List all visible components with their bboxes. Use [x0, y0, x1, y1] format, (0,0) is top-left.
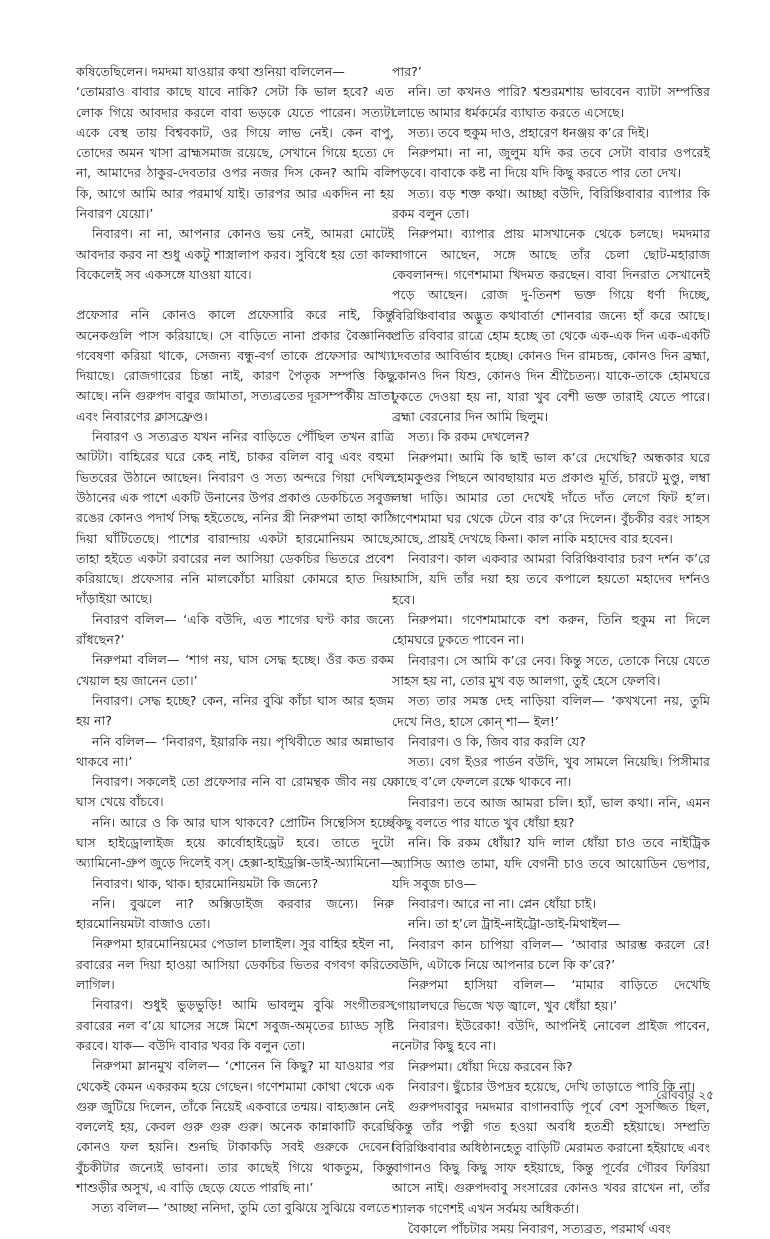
paragraph: সত্য বলিল— ‘আচ্ছা ননিদা, তুমি তো বুঝিয়ে সুঝিয়ে বলতে: [92, 1200, 391, 1216]
paragraph: সত্য। কি রকম দেখলেন?: [408, 429, 530, 445]
paragraph: নিবারণ। তবে আজ আমরা চলি। হ্যাঁ, ভাল কথা। ননি, এমন কিছু বলতে পার যাতে খুব ধোঁয়া হয়?: [392, 794, 710, 830]
paragraph: নিবারণ। ইউরেকা! বউদি, আপনিই নোবেল প্রাইজ পাবেন, ননেটার কিছু হবে না।: [392, 1017, 710, 1054]
paragraph: নিবারণ ও সত্যব্রত যখন ননির বাড়িতে পৌঁছিল তখন রাত্রি আটটা। বাহিরের ঘরে কেহ নাই, চাকর বলিল বাবু এবং বহুমা ভিতরের উঠানে আছেন। নিবারণ ও সত্য অন্দরে গিয়া দেখিল উঠানের এক পাশে একটি উনানের উপর প্রকাণ্ড ডেকচিতে সবুজ রঙের কোনও পদার্থ সিদ্ধ হইতেছে, ননির স্ত্রী নিরুপমা তাহা কাঠি দিয়া ঘাঁটিতেছে। পাশের বারান্দায় একটা হারমোনিয়ম আছে, তাহা হইতে একটা রবারের নল আসিয়া ডেকচির ভিতরে প্রবেশ করিয়াছে। প্রফেসার ননি মালকোঁচা মারিয়া কোমরে হাত দিয়া দাঁড়াইয়া আছে।: [76, 429, 394, 607]
page-number-label: রোববার ২৫: [656, 1088, 714, 1102]
paragraph: নিরুপমা হারমোনিয়মের পেডাল চালাইল। সুর বাহির হইল না, রবারের নল দিয়া হাওয়া আসিয়া ডেকচির ভিতর বগবগ করিতে লাগিল।: [76, 936, 394, 993]
paragraph: নিবারণ। সেদ্ধ হচ্ছে? কেন, ননির বুঝি কাঁচা ঘাস আর হজম হয় না?: [76, 692, 394, 729]
paragraph: নিরুপমা ম্লানমুখ বলিল— ‘শোনেন নি কিছু? মা যাওয়ার পর থেকেই কেমন একরকম হয়ে গেছেন। গণেশমামা কোথা থেকে এক গুরু জুটিয়ে দিলেন, তাঁকে নিয়েই একবারে তন্ময়। বাহ্যজ্ঞান নেই বললেই হয়, কেবল গুরু গুরু গুরু। অনেক কান্নাকাটি করেছি কোনও ফল হয়নি। শুনছি টাকাকড়ি সবই গুরুকে দেবেন। বুঁচকীটার জন্যেই ভাবনা। তার কাছেই গিয়ে থাকতুম, কিন্তু শাশুড়ীর অসুখ, এ বাড়ি ছেড়ে যেতে পারছি না।’: [76, 1058, 394, 1196]
paragraph: নিবারণ। আরে না না। প্লেন ধোঁয়া চাই।: [408, 896, 596, 912]
paragraph: পার?’: [392, 64, 422, 79]
paragraph: ননি। কি রকম ধোঁয়া? যদি লাল ধোঁয়া চাও তবে নাইট্রিক অ্যাসিড অ্যাণ্ড তামা, যদি বেগনী চাও তবে আয়োডিন ভেপার, যদি সবুজ চাও—: [392, 835, 710, 891]
paragraph: নিবারণ। সকলেই তো প্রফেসার ননি বা রোমন্থক জীব নয় যে ঘাস খেয়ে বাঁচবে।: [76, 774, 394, 810]
paragraph: ননি। বুঝলে না? অক্সিডাইজ করবার জন্যে। নিরু হারমোনিয়মটা বাজাও তো।: [76, 895, 394, 932]
paragraph: নিবারণ। সে আমি ক’রে নেব। কিন্তু সতে, তোকে নিয়ে যেতে সাহস হয় না, তোর মুখ বড় আলগা, তুই হেসে ফেলবি।: [392, 652, 710, 688]
paragraph: নিরুপমা হাসিয়া বলিল— ‘মামার বাড়িতে দেখেছি গোয়ালঘরে ভিজে খড় জ্বালে, খুব ধোঁয়া হয়।’: [392, 977, 710, 1013]
paragraph: গুরুপদবাবুর দমদমার বাগানবাড়ি পূর্বে বেশ সুসজ্জিত ছিল, কিন্তু তাঁর পত্নী গত হওয়া অবধি হতশ্রী হইয়াছে। সম্প্রতি বিরিঞ্চিবাবার অধিষ্ঠানহেতু বাড়িটি মেরামত করানো হইয়াছে এবং বাগানও কিছু কিছু সাফ হইয়াছে, কিন্তু পূর্বের গৌরব ফিরিয়া আসে নাই। গুরুপদবাবু সংসারের কোনও খবর রাখেন না, তাঁর শ্যালক গণেশই এখন সর্বময় অধিকর্তা।: [392, 1099, 710, 1216]
paragraph: নিরুপমা। না না, জুলুম যদি কর তবে সেটা বাবার ওপরেই পড়বে। বাবাকে কষ্ট না দিয়ে যদি কিছু করতে পার তো দেখ।: [392, 145, 710, 181]
paragraph: সত্য। তবে হুকুম দাও, প্রহারেণ ধনঞ্জয় ক’রে দিই।: [408, 124, 649, 140]
paragraph: নিরুপমা। আমি কি ছাই ভাল ক’রে দেখেছি? অন্ধকার ঘরে হোমকুণ্ডর পিছনে আবছায়ার মত প্রকাণ্ড মূর্তি, চারটে মুণ্ডু, লম্বা লম্বা দাড়ি। আমার তো দেখেই দাঁতে দাঁত লেগে ফিট হ’ল। গণেশমামা ঘর থেকে টেনে বার ক’রে দিলেন। বুঁচকীর বরং সাহস আছে, প্রায়ই দেখছে কিনা। কাল নাকি মহাদেব বার হবেন।: [392, 449, 710, 546]
paragraph: ননি। আরে ও কি আর ঘাস থাকবে? প্রোটিন সিন্থেসিস হচ্ছে ঘাস হাইড্রোলাইজ হয়ে কার্বোহাইড্রেট হবে। তাতে দুটো অ্যামিনো-গ্রুপ জুড়ে দিলেই বস্। হেক্সা-হাইড্রক্সি-ডাই-অ্যামিনো—: [76, 814, 394, 871]
left-column: [76, 62, 394, 1219]
right-column: [392, 62, 710, 1239]
paragraph: নিবারণ। থাক, থাক। হারমোনিয়মটা কি জন্যে?: [92, 875, 319, 891]
paragraph: নিরুপমা। ব্যাপার প্রায় মাসখানেক থেকে চলছে। দমদমার বাগানে আছেন, সঙ্গে আছে তাঁর চেলা ছোট-মহারাজ কেবলানন্দ। গণেশমামা খিদমত করছেন। বাবা দিনরাত সেখানেই পড়ে আছেন। রোজ দু-তিনশ ভক্ত গিয়ে ধর্ণা দিচ্ছে, বিরিঞ্চিবাবার অদ্ভুত কথাবার্তা শোনবার জন্যে হাঁ করে আছে। প্রতি রবিবার রাত্রে হোম হচ্ছে তা থেকে এক-এক দিন এক-একটি দেবতার আবির্ভাব হচ্ছে। কোনও দিন রামচন্দ্র, কোনও দিন ব্রহ্মা, কোনও দিন যিশু, কোনও দিন শ্রীচৈতন্য। যাকে-তাকে হোমঘরে ঢুকতে দেওয়া হয় না, যারা খুব বেশী ভক্ত তারাই যেতে পারে। ব্রহ্মা বেরনোর দিন আমি ছিলুম।: [392, 226, 710, 425]
paragraph: ননি। তা কখনও পারি? শ্বশুরমশায় ভাববেন ব্যাটা সম্পত্তির লোভে আমার ধর্মকর্মের ব্যাঘাত করতে এসেছে।: [392, 84, 710, 120]
paragraph: নিবারণ বলিল— ‘একি বউদি, এত শাগের ঘণ্ট কার জন্যে রাঁধছেন?’: [76, 611, 394, 648]
section-break: [76, 285, 394, 305]
paragraph: বৈকালে পাঁচটার সময় নিবারণ, সত্যব্রত, পরমার্থ এবং: [408, 1220, 671, 1236]
page-footer: [656, 1087, 714, 1107]
paragraph: নিবারণ। ও কি, জিব বার করলি যে?: [408, 733, 586, 749]
paragraph: সত্য। বড় শক্ত কথা। আচ্ছা বউদি, বিরিঞ্চিবাবার ব্যাপার কি রকম বলুন তো।: [392, 185, 710, 222]
paragraph: নিবারণ। ছুঁচোর উপদ্রব হয়েছে, দেখি তাড়াতে পারি কি না।: [408, 1078, 696, 1094]
paragraph: সত্য তার সমস্ত দেহ নাড়িয়া বলিল— ‘কখখনো নয়, তুমি দেখে নিও, হাসে কোন্ শা— ইল!’: [392, 693, 710, 729]
paragraph: নিবারণ। কাল একবার আমরা বিরিঞ্চিবাবার চরণ দর্শন ক’রে আসি, যদি তাঁর দয়া হয় তবে কপালে হয়তো মহাদেব দর্শনও হবে।: [392, 551, 710, 607]
paragraph: ‘তোমরাও বাবার কাছে যাবে নাকি? সেটা কি ভাল হবে? এত লোক গিয়ে আবদার করলে বাবা ভড়কে যেতে পারেন। সত্যটা একে বেস্থ তায় বিশ্ববকাট, ওর গিয়ে লাভ নেই। কেন বাপু, তোদের অমন খাসা ব্রাহ্মসমাজ রয়েছে, সেখানে গিয়ে হত্যে দে না, আমাদের ঠাকুর-দেবতার ওপর নজর দিস কেন? আমি বলি কি, আগে আমি আর পরমার্থ যাই। তারপর আর একদিন না হয় নিবারণ যেয়ো।’: [76, 84, 394, 222]
paragraph: নিবারণ। না না, আপনার কোনও ভয় নেই, আমরা মোটেই আবদার করব না শুধু একটু শাস্ত্রালাপ করব। সুবিধে হয় তো কাল বিকেলেই সব একসঙ্গে যাওয়া যাবে।: [76, 226, 394, 282]
paragraph: প্রফেসার ননি কোনও কালে প্রফেসারি করে নাই, কিন্তু অনেকগুলি পাস করিয়াছে। সে বাড়িতে নানা প্রকার বৈজ্ঞানিক গবেষণা করিয়া থাকে, সেজন্য বন্ধু-বর্গ তাকে প্রফেসার আখ্যা দিয়াছে। রোজগারের চিন্তা নাই, কারণ পৈতৃক সম্পত্তি কিছু আছে। ননি গুরুপদ বাবুর জামাতা, সত্যব্রতের দূরসম্পর্কীয় ভ্রাতা এবং নিবারণের ক্লাসফ্রেণ্ড।: [76, 307, 394, 424]
paragraph: কষিতেছিলেন। দমদমা যাওয়ার কথা শুনিয়া বলিলেন—: [76, 64, 345, 79]
paragraph: নিবারণ কান চাপিয়া বলিল— ‘আবার আরম্ভ করলে রে! বউদি, এটাকে নিয়ে আপনার চলে কি ক’রে?’: [392, 936, 710, 973]
paragraph: নিবারণ। শুধুই ভুড়ভুড়ি! আমি ভাবলুম বুঝি সংগীতরস রবারের নল ব’য়ে ঘাসের সঙ্গে মিশে সবুজ-অমৃতের চ্যাড্ড সৃষ্টি করবে। যাক— বউদি বাবার খবর কি বলুন তো।: [76, 997, 394, 1053]
paragraph: নিরুপমা বলিল— ‘শাগ নয়, ঘাস সেদ্ধ হচ্ছে। ওঁর কত রকম খেয়াল হয় জানেন তো।’: [76, 652, 394, 688]
paragraph: ননি। তা হ’লে ট্রাই-নাইট্রো-ডাই-মিথাইল—: [408, 916, 620, 932]
paragraph: সত্য। বেগ ইওর পার্ডন বউদি, খুব সামলে নিয়েছি। পিসীমার কাছে ব’লে ফেললে রক্ষে থাকবে না।: [392, 754, 710, 790]
paragraph: ননি বলিল— ‘নিবারণ, ইয়ারকি নয়। পৃথিবীতে আর অন্নাভাব থাকবে না।’: [76, 733, 394, 769]
paragraph: নিরুপমা। ধোঁয়া দিয়ে করবেন কি?: [408, 1058, 573, 1074]
paragraph: নিরুপমা। গণেশমামাকে বশ করুন, তিনি হুকুম না দিলে হোমঘরে ঢুকতে পাবেন না।: [392, 612, 710, 648]
